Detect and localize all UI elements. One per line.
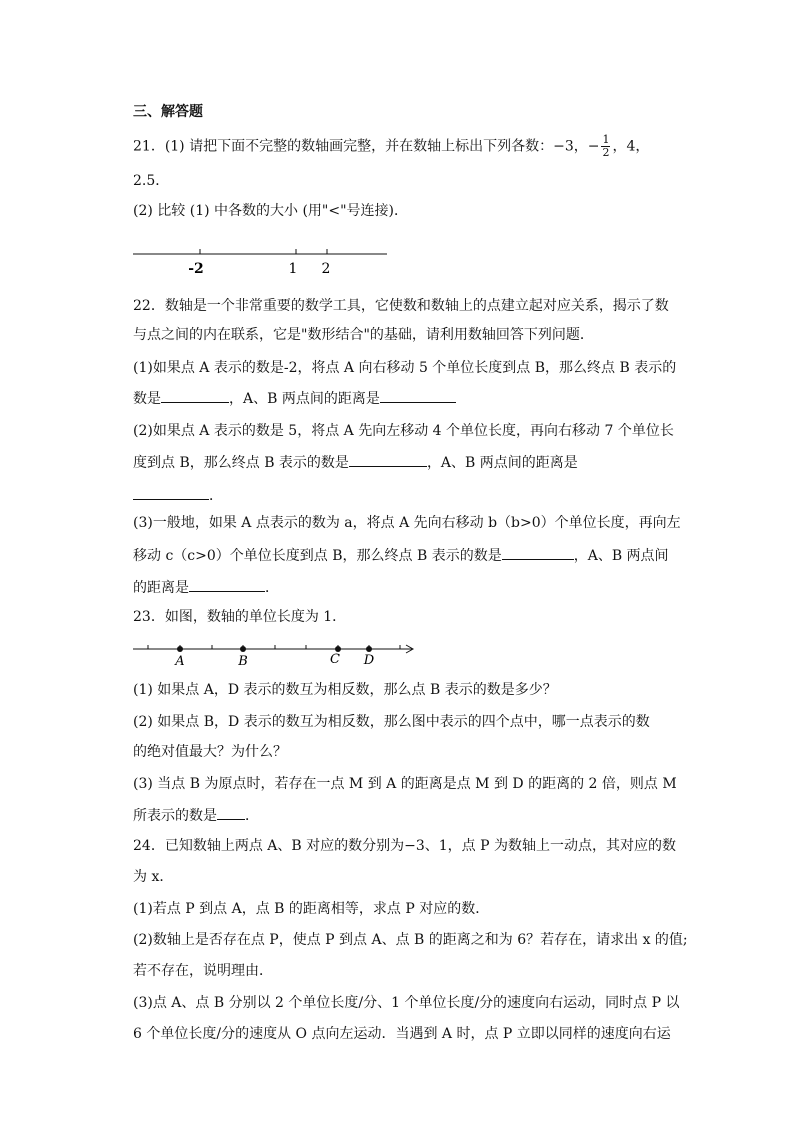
q22-text: ，A、B 两点间 [573,548,669,564]
q21-label: 1 [288,261,298,277]
q23-ticks [148,645,400,649]
q22-text: 移动 c（c>0）个单位长度到点 B，那么终点 B 表示的数是 [133,548,502,564]
answer-blank[interactable] [502,545,574,560]
point-a-label: A [175,654,185,669]
q23-text: ． [245,808,259,824]
q22-text: 度到点 B，那么终点 B 表示的数是 [133,455,349,471]
q23-text: 所表示的数是 [133,808,217,824]
q21-frac-den: 2 [602,146,610,159]
point-b-dot [240,646,246,652]
q22-line6 [133,452,578,473]
q21-line3: (2) 比较 (1) 中各数的大小 (用"<"号连接)． [133,203,408,219]
q21-fraction [601,134,610,159]
point-a-dot [177,646,183,652]
q22-text: ，A、B 两点间的距离是 [229,391,380,407]
q24-line3: (1)若点 P 到点 A，点 B 的距离相等，求点 P 对应的数． [133,901,490,917]
point-b-label: B [238,654,248,669]
answer-blank[interactable] [380,388,456,403]
q22-line7 [133,485,223,506]
q23-line5: (3) 当点 B 为原点时，若存在一点 M 到 A 的距离是点 M 到 D 的距离的 2 倍，则点 M [133,776,677,792]
q22-line3: (1)如果点 A 表示的数是-2，将点 A 向右移动 5 个单位长度到点 B，那么终点 B 表示的 [133,360,677,376]
q24-line4: (2)数轴上是否存在点 P，使点 P 到点 A、点 B 的距离之和为 6？若存在，请求出 x 的值; [133,932,688,948]
q23-line3: (2) 如果点 B，D 表示的数互为相反数，那么图中表示的四个点中，哪一点表示的数 [133,714,650,730]
q22-line2: 与点之间的内在联系，它是"数形结合"的基础，请利用数轴回答下列问题． [133,327,594,343]
q22-line9 [133,545,669,566]
q21-line2: 2.5． [133,173,170,189]
q22-line1: 22．数轴是一个非常重要的数学工具，它使数和数轴上的点建立起对应关系，揭示了数 [133,298,669,314]
answer-blank[interactable] [189,577,265,592]
q21-label: -2 [188,261,204,277]
q21-text-b: ，4， [612,138,650,155]
q24-line7: 6 个单位长度/分的速度从 O 点向左运动．当遇到 A 时，点 P 立即以同样的速度向右运 [133,1026,671,1042]
answer-blank[interactable] [217,805,245,820]
q23-line2: (1) 如果点 A，D 表示的数互为相反数，那么点 B 表示的数是多少？ [133,682,557,698]
point-d-dot [366,646,372,652]
q24-line1: 24．已知数轴上两点 A、B 对应的数分别为−3、1，点 P 为数轴上一动点，其对应的数 [133,838,676,854]
q22-text: ． [265,580,279,596]
q22-text: ． [209,488,223,504]
q22-line10 [133,577,279,598]
q22-line8: (3)一般地，如果 A 点表示的数为 a，将点 A 先向右移动 b（b>0）个单位长度，再向左 [133,515,681,531]
q22-line5: (2)如果点 A 表示的数是 5，将点 A 先向左移动 4 个单位长度，再向右移动 7 个单位长 [133,423,674,439]
point-d-label: D [363,653,375,668]
q22-text: ，A、B 两点间的距离是 [426,455,578,471]
q23-line4: 的绝对值最大？为什么？ [133,744,287,760]
q21-frac-num: 1 [602,133,610,146]
q21-line1 [133,134,649,159]
answer-blank[interactable] [133,485,209,500]
q21-number-line [130,240,400,280]
q24-line6: (3)点 A、点 B 分别以 2 个单位长度/分、1 个单位长度/分的速度向右运动，同时点 P 以 [133,995,680,1011]
q21-label: 2 [321,261,331,277]
q24-line2: 为 x． [133,869,174,885]
section-title: 三、解答题 [133,104,203,120]
q23-line1: 23．如图，数轴的单位长度为 1． [133,609,347,625]
q23-number-line [130,636,420,670]
q22-line4 [133,388,456,409]
q21-minus: − [587,138,600,155]
q24-line5: 若不存在，说明理由． [133,963,273,979]
point-c-label: C [330,652,340,667]
answer-blank[interactable] [349,452,427,467]
answer-blank[interactable] [161,388,229,403]
q22-text: 的距离是 [133,580,189,596]
q21-text-a: 21．(1) 请把下面不完整的数轴画完整，并在数轴上标出下列各数：−3， [133,138,588,155]
q23-line6 [133,805,259,826]
q22-text: 数是 [133,391,161,407]
